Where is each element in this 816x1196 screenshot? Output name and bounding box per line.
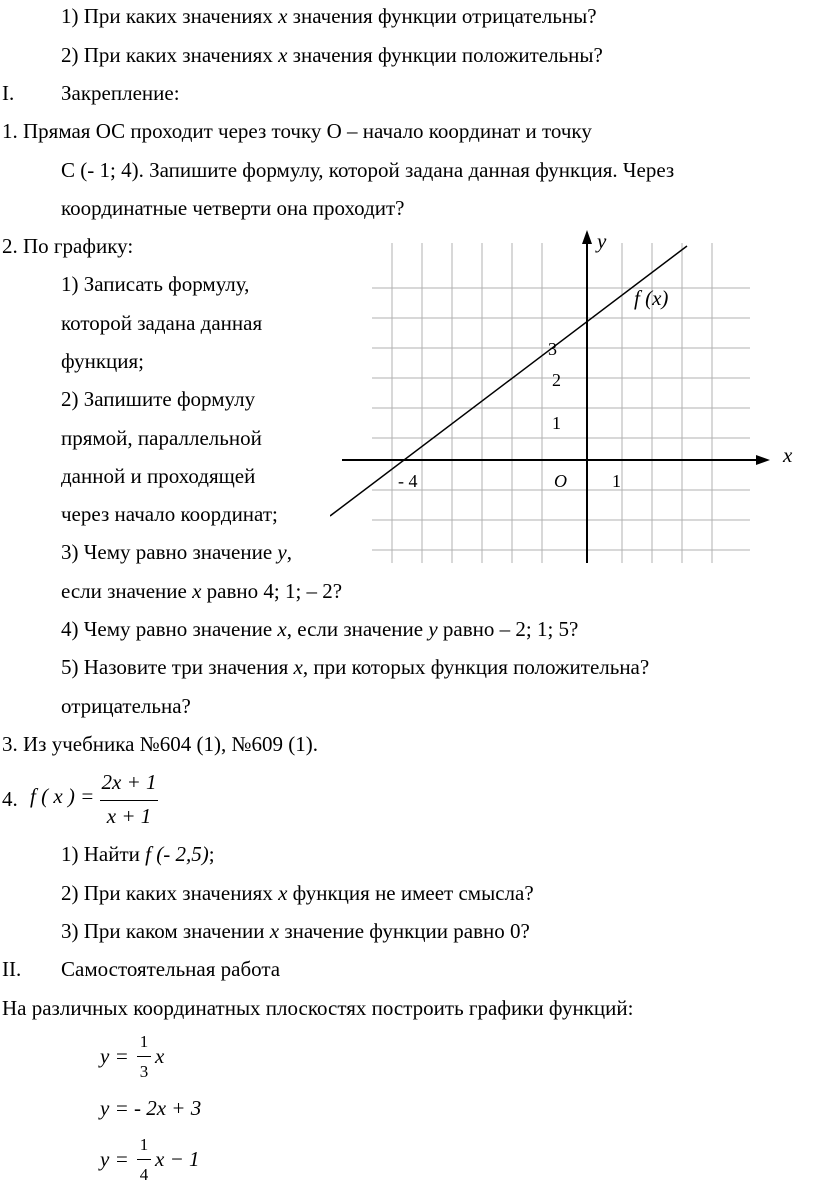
tick-y-3: 3 [548,339,557,359]
question-2: 2) При каких значениях x значения функции положительны? [61,43,603,67]
formula-fraction-bar [100,800,158,801]
eq1-lhs: y = [100,1044,129,1068]
eq3-rhs: x − 1 [155,1147,200,1171]
task-2-q2a: 2) Запишите формулу [61,387,256,411]
task-1-line-c: координатные четверти она проходит? [61,196,405,220]
task-4-s2: 2) При каких значениях x функция не имеет смысла? [61,881,534,905]
eq3-lhs: y = [100,1147,129,1171]
task-4-s3: 3) При каком значении x значение функции равно 0? [61,919,530,943]
task-2-q4: 4) Чему равно значение x, если значение y равно – 2; 1; 5? [61,617,579,641]
section-2-title: Самостоятельная работа [61,957,281,981]
section-2-task: На различных координатных плоскостях построить графики функций: [2,996,634,1020]
task-2-title: 2. По графику: [2,234,134,258]
origin-label: O [554,471,567,491]
y-axis-label: y [597,229,607,253]
tick-x-1: 1 [612,471,621,491]
section-1-title: Закрепление: [61,81,180,105]
grid [372,243,750,563]
function-label: f (x) [634,286,669,310]
task-2-q5b: отрицательна? [61,694,191,718]
x-axis-label: x [783,443,793,467]
task-2-q2b: прямой, параллельной [61,426,262,450]
eq1-rhs: x [155,1044,165,1068]
tick-y-2: 2 [552,370,561,390]
formula-denominator: x + 1 [106,804,152,828]
eq3-fraction-bar [137,1159,151,1160]
eq1-denominator: 3 [139,1062,149,1081]
tick-x-neg4: - 4 [398,471,418,491]
eq1-numerator: 1 [139,1032,149,1051]
eq1-fraction-bar [137,1056,151,1057]
formula-numerator: 2x + 1 [101,770,157,794]
task-2-q2d: через начало координат; [61,502,278,526]
task-1-line-a: 1. Прямая ОС проходит через точку О – начало координат и точку [2,119,592,143]
question-1: 1) При каких значениях x значения функции отрицательны? [61,4,597,28]
coordinate-graph [330,228,810,568]
eq2: y = - 2x + 3 [100,1096,202,1120]
task-2-q3a: 3) Чему равно значение y, [61,540,292,564]
eq3-denominator: 4 [139,1165,149,1184]
task-4-s1: 1) Найти f (- 2,5); [61,842,215,866]
eq3-numerator: 1 [139,1135,149,1154]
x-axis-arrow [756,455,770,465]
task-2-q3b: если значение x равно 4; 1; – 2? [61,579,343,603]
task-2-q1c: функция; [61,349,144,373]
y-axis-arrow [582,230,592,244]
task-2-q5: 5) Назовите три значения x, при которых функция положительна? [61,655,650,679]
task-2-q1b: которой задана данная [61,311,263,335]
tick-y-1: 1 [552,413,561,433]
formula-lhs: f ( x ) = [30,784,95,808]
section-1-number: I. [2,81,15,105]
axes [342,236,762,563]
section-2-number: II. [2,957,22,981]
task-4-number: 4. [2,787,18,811]
task-3: 3. Из учебника №604 (1), №609 (1). [2,732,319,756]
task-2-q2c: данной и проходящей [61,464,256,488]
task-2-q1a: 1) Записать формулу, [61,272,250,296]
task-1-line-b: С (- 1; 4). Запишите формулу, которой задана данная функция. Через [61,158,675,182]
